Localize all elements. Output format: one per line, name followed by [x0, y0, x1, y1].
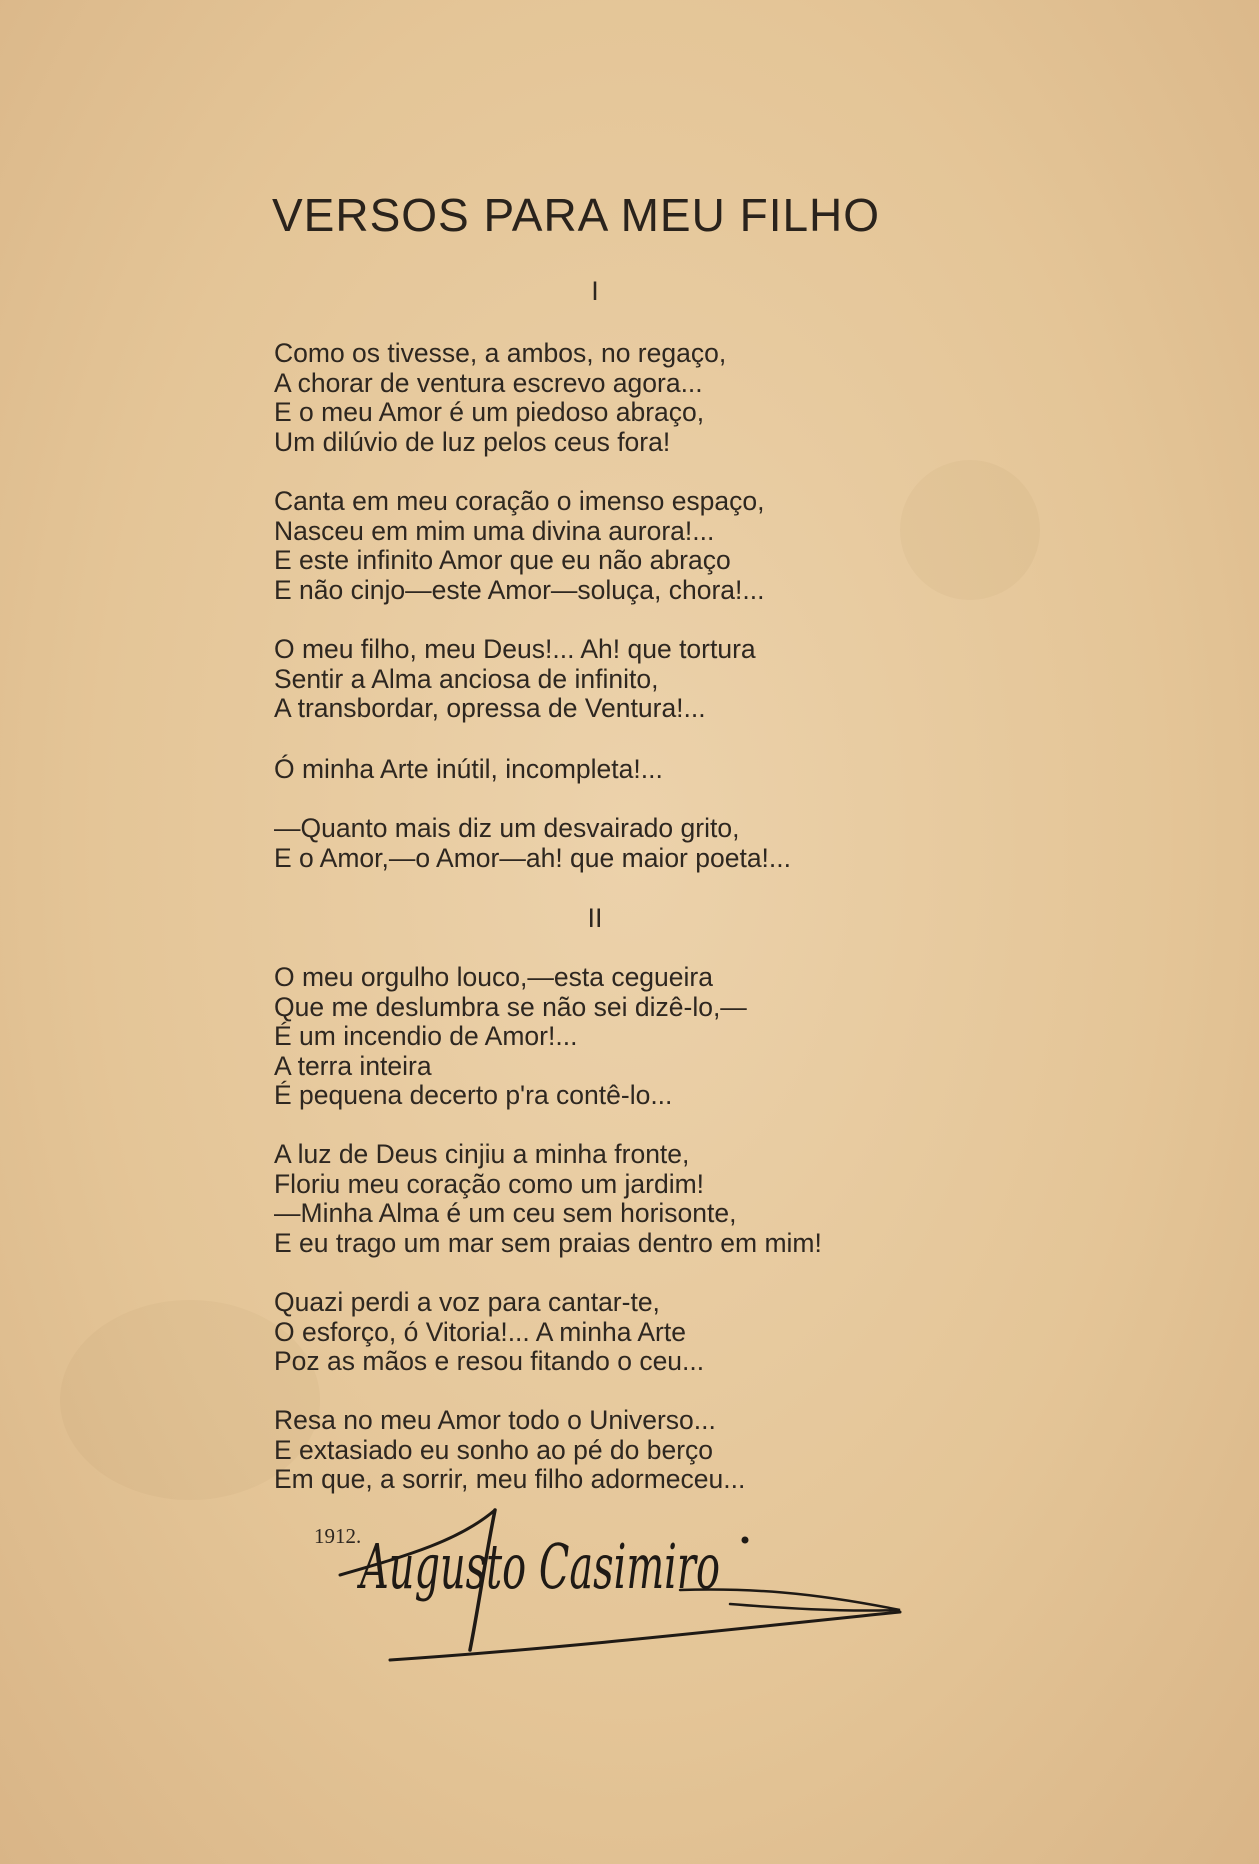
verse-line: E o meu Amor é um piedoso abraço,	[274, 397, 705, 428]
stanza	[274, 487, 765, 605]
verse-line: A chorar de ventura escrevo agora...	[274, 367, 703, 398]
verse-line: E não cinjo—este Amor—soluça, chora!...	[274, 574, 765, 605]
verse-line: Poz as mãos e resou fitando o ceu...	[274, 1346, 705, 1377]
verse-line: Como os tivesse, a ambos, no regaço,	[274, 338, 727, 368]
verse-line: E extasiado eu sonho ao pé do berço	[274, 1434, 714, 1465]
verse-line: É pequena decerto p'ra contê-lo...	[274, 1080, 673, 1111]
stanza	[274, 1140, 822, 1258]
verse-line: O meu orgulho louco,—esta cegueira	[274, 962, 713, 992]
verse-line: E eu trago um mar sem praias dentro em mim!	[274, 1227, 822, 1258]
verse-line: Canta em meu coração o imenso espaço,	[274, 486, 765, 516]
section-number: I	[591, 276, 599, 306]
paper-stain	[900, 460, 1040, 600]
stanza	[274, 635, 756, 724]
stanza	[274, 339, 726, 457]
verse-line: —Minha Alma é um ceu sem horisonte,	[274, 1198, 737, 1229]
verse-line: E o Amor,—o Amor—ah! que maior poeta!...	[274, 842, 792, 873]
stanza	[274, 1288, 704, 1377]
verse-line: Um dilúvio de luz pelos ceus fora!	[274, 426, 671, 457]
stanza	[274, 814, 791, 873]
verse-line: Em que, a sorrir, meu filho adormeceu...	[274, 1464, 746, 1495]
author-signature	[320, 1500, 920, 1700]
verse-line: Nasceu em mim uma divina aurora!...	[274, 515, 715, 546]
verse-line: Que me deslumbra se não sei dizê-lo,—	[274, 991, 747, 1022]
verse-line: —Quanto mais diz um desvairado grito,	[274, 813, 740, 843]
verse-line: A terra inteira	[274, 1050, 432, 1081]
section-number: II	[587, 903, 603, 933]
verse-line: Resa no meu Amor todo o Universo...	[274, 1405, 716, 1435]
stanza	[274, 755, 663, 785]
verse-line: Quazi perdi a voz para cantar-te,	[274, 1287, 660, 1317]
verse-line: E este infinito Amor que eu não abraço	[274, 545, 731, 576]
verse-line: O meu filho, meu Deus!... Ah! que tortura	[274, 634, 756, 664]
verse-line: Sentir a Alma anciosa de infinito,	[274, 663, 659, 694]
verse-line: É um incendio de Amor!...	[274, 1021, 578, 1052]
verse-line: Ó minha Arte inútil, incompleta!...	[274, 754, 663, 784]
signature-text: Augusto Casimiro	[356, 1530, 720, 1603]
verse-line: Floriu meu coração como um jardim!	[274, 1168, 705, 1199]
stanza	[274, 963, 747, 1111]
verse-line: O esforço, ó Vitoria!... A minha Arte	[274, 1316, 686, 1347]
poem-title: VERSOS PARA MEU FILHO	[272, 189, 881, 241]
poem-date: 1912.	[314, 1524, 362, 1548]
stanza	[274, 1406, 745, 1495]
verse-line: A transbordar, opressa de Ventura!...	[274, 693, 706, 724]
verse-line: A luz de Deus cinjiu a minha fronte,	[274, 1139, 690, 1169]
